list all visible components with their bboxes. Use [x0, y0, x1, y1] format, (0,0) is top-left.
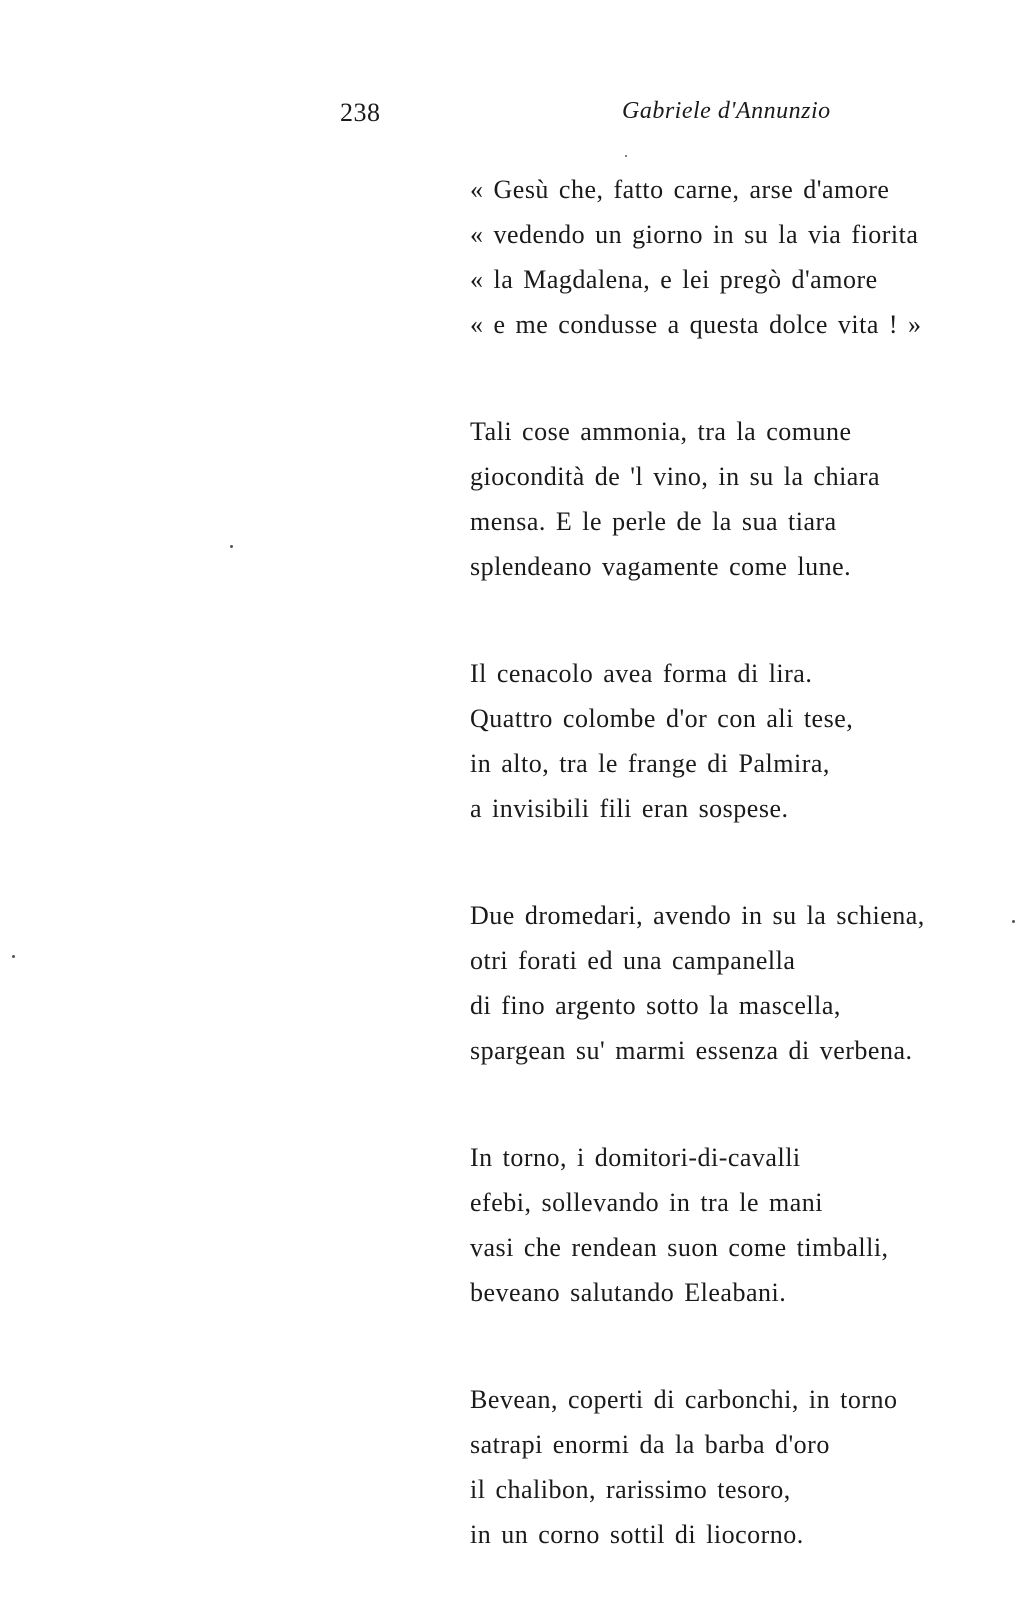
verse-line: beveano salutando Eleabani.	[470, 1278, 787, 1307]
verse-line: « la Magdalena, e lei pregò d'amore	[470, 265, 878, 294]
stanza	[470, 409, 1010, 589]
verse-line: otri forati ed una campanella	[470, 946, 796, 975]
verse-line: spargean su' marmi essenza di verbena.	[470, 1036, 913, 1065]
verse-line: di fino argento sotto la mascella,	[470, 991, 841, 1020]
verse-line: splendeano vagamente come lune.	[470, 552, 852, 581]
verse-line: efebi, sollevando in tra le mani	[470, 1188, 824, 1217]
stanza	[470, 1135, 1010, 1315]
verse-line: Tali cose ammonia, tra la comune	[470, 417, 852, 446]
verse-line: giocondità de 'l vino, in su la chiara	[470, 462, 881, 491]
verse-line: mensa. E le perle de la sua tiara	[470, 507, 837, 536]
verse-line: in un corno sottil di liocorno.	[470, 1520, 804, 1549]
stanza	[470, 651, 1010, 831]
page-number: 238	[340, 98, 381, 127]
verse-line: « e me condusse a questa dolce vita ! »	[470, 310, 922, 339]
verse-line: In torno, i domitori-di-cavalli	[470, 1143, 801, 1172]
running-title: Gabriele d'Annunzio	[622, 98, 831, 124]
verse-line: vasi che rendean suon come timballi,	[470, 1233, 889, 1262]
scan-speck	[625, 155, 627, 157]
poem-body	[470, 167, 1010, 1619]
verse-line: satrapi enormi da la barba d'oro	[470, 1430, 830, 1459]
verse-line: « vedendo un giorno in su la via fiorita	[470, 220, 919, 249]
verse-line: Quattro colombe d'or con ali tese,	[470, 704, 854, 733]
verse-line: « Gesù che, fatto carne, arse d'amore	[470, 175, 890, 204]
verse-line: in alto, tra le frange di Palmira,	[470, 749, 830, 778]
verse-line: Due dromedari, avendo in su la schiena,	[470, 901, 925, 930]
scan-speck	[1012, 920, 1015, 923]
verse-line: Il cenacolo avea forma di lira.	[470, 659, 813, 688]
stanza	[470, 167, 1010, 347]
scan-speck	[230, 545, 233, 548]
scan-speck	[12, 955, 15, 958]
verse-line: Bevean, coperti di carbonchi, in torno	[470, 1385, 898, 1414]
verse-line: il chalibon, rarissimo tesoro,	[470, 1475, 791, 1504]
stanza	[470, 893, 1010, 1073]
stanza	[470, 1377, 1010, 1557]
verse-line: a invisibili fili eran sospese.	[470, 794, 789, 823]
